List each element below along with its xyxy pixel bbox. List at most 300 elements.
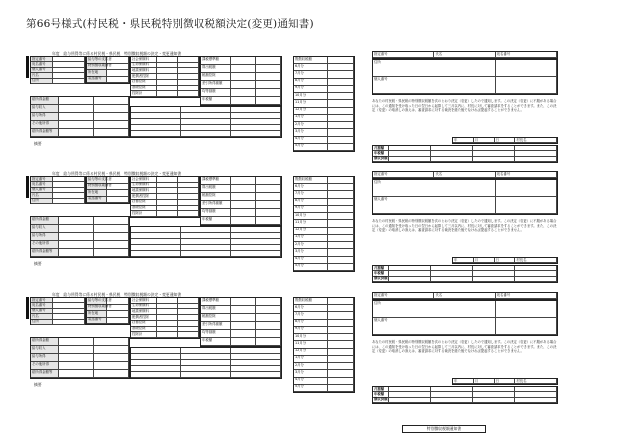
tax-grid-cell	[231, 306, 256, 314]
payer-grid-cell: 電話番号	[87, 77, 107, 84]
notice-paragraph: あなたの村民税・県民税の特別徴収税額を次のとおり決定（変更）したので通知します。この決定（変更）に不服がある場合には、この通知を受け取った日の翌日から起算して三月以内に、村長に対して審査請求をすることができます。また、この決定（変更）の取消しの訴えは、審査請求に対する裁決を経た後でなければ提起することができません。	[372, 219, 557, 233]
id-grid	[30, 56, 86, 84]
section-bar	[26, 56, 29, 78]
payer-grid	[86, 176, 130, 204]
detail-grid	[130, 106, 282, 138]
monthly-grid-cell	[328, 305, 354, 312]
detail-grid-cell	[181, 131, 231, 137]
tax-grid-cell	[256, 185, 281, 193]
id-grid-cell: 宛名番号	[31, 303, 53, 308]
id-grid-cell: 宛名番号	[31, 182, 53, 187]
tax-grid	[200, 297, 282, 347]
payer-grid-cell: 特別徴収義務者	[87, 184, 107, 191]
id-grid-cell: 指定番号	[31, 177, 53, 182]
monthly-grid-cell	[328, 199, 354, 206]
detail-grid	[130, 347, 282, 379]
monthly-grid-cell: 8月分	[294, 79, 328, 86]
monthly-grid-cell	[328, 378, 354, 385]
income-grid-cell: 総所得金額等	[31, 129, 59, 137]
deduction-grid-cell: 基礎控除	[131, 86, 157, 92]
tax-grid-cell	[231, 338, 256, 346]
monthly-grid-cell	[328, 64, 354, 71]
income-grid-cell: その他所得	[31, 241, 59, 249]
payer-grid-cell: 電話番号	[87, 318, 107, 325]
notice-sub-cell: 住所	[373, 301, 496, 318]
income-grid-cell	[59, 129, 94, 137]
notice-rows-cell: 徴収済額	[374, 276, 388, 281]
tax-grid-cell	[231, 201, 256, 209]
notice-sub-cell: 個人番号	[373, 77, 496, 94]
monthly-grid-cell	[328, 298, 354, 305]
section-bar	[26, 297, 29, 319]
notice-rows-cell	[515, 398, 557, 403]
tax-grid-cell: 年税額	[201, 97, 231, 105]
notice-sub-cell	[496, 197, 557, 214]
notice-rows-cell: 月割額	[373, 266, 389, 271]
income-grid-cell	[59, 105, 94, 113]
tax-grid-cell	[231, 97, 256, 105]
notice-date-cell: 日	[495, 138, 516, 143]
monthly-grid-cell: 11月分	[294, 100, 328, 107]
tax-grid-cell	[256, 193, 281, 201]
income-grid-cell	[59, 97, 94, 105]
notice-rows-cell: 年税額	[373, 151, 389, 156]
monthly-grid-cell: 1月分	[294, 356, 328, 363]
monthly-grid-cell: 3月分	[294, 249, 328, 256]
monthly-grid-cell: 8月分	[294, 199, 328, 206]
notice-sub-cell: 個人番号	[373, 197, 496, 214]
tax-grid-cell: 差引所得割額	[201, 81, 231, 89]
id-grid-cell	[53, 199, 85, 204]
payer-grid-cell: 給与等の支払者	[87, 57, 107, 64]
monthly-grid-cell	[328, 206, 354, 213]
monthly-grid-cell: 既徴収税額	[294, 57, 328, 64]
tax-grid-cell	[256, 81, 281, 89]
monthly-grid-cell	[328, 137, 354, 144]
notice-sub-cell: 住所	[373, 60, 496, 77]
notice-sub-cell	[496, 180, 557, 197]
section-bar	[26, 176, 29, 198]
notice-sub-cell	[496, 318, 557, 335]
payer-grid-cell: 所在地	[87, 70, 107, 77]
deduction-grid-cell	[178, 211, 199, 217]
notice-rows-cell	[389, 398, 431, 403]
tax-grid-cell	[231, 65, 256, 73]
notice-date-cell: 日	[495, 379, 516, 384]
monthly-grid-cell: 3月分	[294, 129, 328, 136]
detail-grid-cell	[231, 251, 281, 257]
notice-date-cell: 月	[474, 138, 495, 143]
income-grid-cell: その他所得	[31, 362, 59, 370]
deduction-grid-cell: 配偶者控除	[131, 74, 157, 80]
notice-date-cell: 村長名	[515, 379, 557, 384]
monthly-grid-cell	[328, 71, 354, 78]
tax-grid-cell: 税額控除	[201, 314, 231, 322]
tax-grid-cell	[231, 89, 256, 97]
payer-grid-cell	[107, 197, 129, 204]
id-grid-cell: 宛名番号	[31, 62, 53, 67]
monthly-grid-cell	[328, 312, 354, 319]
income-grid-cell	[94, 362, 129, 370]
deduction-grid-cell: 配偶者控除	[131, 315, 157, 321]
id-grid-cell: 指定番号	[31, 298, 53, 303]
income-grid-cell	[59, 338, 94, 346]
tax-grid-cell: 算出税額	[201, 185, 231, 193]
notice-rows-cell	[473, 398, 515, 403]
deduction-grid-cell	[178, 91, 199, 97]
monthly-grid-cell: 10月分	[294, 213, 328, 220]
notice-head-cell: 宛名番号	[496, 52, 557, 58]
income-grid-cell: 総所得金額等	[31, 249, 59, 257]
id-grid-cell	[53, 320, 85, 325]
id-grid-cell	[53, 79, 85, 84]
monthly-grid-cell: 9月分	[294, 327, 328, 334]
income-grid-cell	[94, 105, 129, 113]
monthly-grid-cell: 12月分	[294, 108, 328, 115]
notice-rows-cell	[473, 277, 515, 282]
notice-date-cell: 年	[453, 138, 474, 143]
monthly-grid-cell: 1月分	[294, 235, 328, 242]
income-grid-cell	[94, 370, 129, 378]
notice-date-cell: 年	[453, 379, 474, 384]
tax-grid-cell: 課税標準額	[201, 177, 231, 185]
income-grid-cell: 総所得金額	[31, 97, 59, 105]
tax-grid-cell	[256, 73, 281, 81]
monthly-grid-cell	[328, 79, 354, 86]
monthly-grid-cell: 既徴収税額	[294, 177, 328, 184]
notice-sub	[372, 300, 558, 336]
notice-rows-cell: 徴収済額	[374, 397, 388, 402]
tax-grid-cell	[231, 217, 256, 225]
monthly-grid	[293, 297, 355, 393]
detail-grid-cell	[181, 372, 231, 378]
notice-rows-cell: 月割額	[373, 146, 389, 151]
tax-grid-cell: 年税額	[201, 217, 231, 225]
notice-rows	[372, 145, 558, 163]
monthly-grid-cell: 4月分	[294, 378, 328, 385]
tax-grid-cell	[256, 177, 281, 185]
stamp-label: 摘要	[34, 141, 42, 146]
monthly-grid-cell: 5月分	[294, 264, 328, 271]
id-grid-cell: 住所	[31, 79, 53, 84]
tax-grid-cell	[256, 65, 281, 73]
deduction-grid-cell	[157, 332, 178, 338]
tax-grid-cell: 算出税額	[201, 306, 231, 314]
notice-head	[372, 292, 558, 300]
income-grid-cell	[59, 241, 94, 249]
monthly-grid-cell: 10月分	[294, 93, 328, 100]
monthly-grid-cell	[328, 191, 354, 198]
income-grid-cell	[59, 354, 94, 362]
notice-date-cell: 村長名	[515, 258, 557, 263]
monthly-grid-cell	[328, 320, 354, 327]
monthly-grid-cell: 2月分	[294, 242, 328, 249]
notice-rows-cell	[473, 157, 515, 162]
notice-head-cell: 指定番号	[373, 172, 434, 178]
detail-grid	[130, 226, 282, 258]
payer-grid	[86, 56, 130, 84]
stamp-label: 摘要	[34, 261, 42, 266]
notice-head-cell: 氏名	[434, 293, 495, 299]
monthly-grid-cell: 7月分	[294, 71, 328, 78]
deduction-grid-cell: 生命保険料	[131, 63, 157, 69]
income-grid-cell	[94, 97, 129, 105]
tax-grid-cell	[256, 306, 281, 314]
tax-grid-cell	[256, 322, 281, 330]
notice-date-cell: 年	[453, 258, 474, 263]
monthly-grid-cell: 11月分	[294, 220, 328, 227]
notice-paragraph: あなたの村民税・県民税の特別徴収税額を次のとおり決定（変更）したので通知します。この決定（変更）に不服がある場合には、この通知を受け取った日の翌日から起算して三月以内に、村長に対して審査請求をすることができます。また、この決定（変更）の取消しの訴えは、審査請求に対する裁決を経た後でなければ提起することができません。	[372, 99, 557, 113]
tax-grid-cell	[231, 177, 256, 185]
monthly-grid-cell	[328, 122, 354, 129]
notice-head-cell: 氏名	[434, 52, 495, 58]
notice-sub-cell: 個人番号	[373, 318, 496, 335]
income-grid-cell: 給与所得	[31, 113, 59, 121]
notice-sub	[372, 59, 558, 95]
notice-head	[372, 171, 558, 179]
id-grid-cell: 個人番号	[31, 309, 53, 314]
tax-grid-cell: 課税標準額	[201, 57, 231, 65]
section-header: 年度 給与所得等に係る村民税・県民税 特別徴収税額の決定・変更通知書	[52, 292, 182, 297]
monthly-grid-cell	[328, 129, 354, 136]
income-grid-cell: 給与収入	[31, 346, 59, 354]
monthly-grid-cell	[328, 86, 354, 93]
monthly-grid-cell: 5月分	[294, 385, 328, 392]
deduction-grid	[130, 56, 200, 98]
tax-grid-cell	[231, 73, 256, 81]
monthly-grid-cell	[328, 177, 354, 184]
notice-rows-cell	[515, 157, 557, 162]
income-grid-cell: 給与所得	[31, 233, 59, 241]
notice-rows	[372, 386, 558, 404]
id-grid	[30, 176, 86, 204]
income-grid-cell	[59, 113, 94, 121]
tax-grid-cell	[231, 314, 256, 322]
payer-grid	[86, 297, 130, 325]
monthly-grid-cell	[328, 249, 354, 256]
income-grid-cell	[59, 370, 94, 378]
notice-paragraph: あなたの村民税・県民税の特別徴収税額を次のとおり決定（変更）したので通知します。この決定（変更）に不服がある場合には、この通知を受け取った日の翌日から起算して三月以内に、村長に対して審査請求をすることができます。また、この決定（変更）の取消しの訴えは、審査請求に対する裁決を経た後でなければ提起することができません。	[372, 340, 557, 354]
monthly-grid-cell: 3月分	[294, 370, 328, 377]
deduction-grid-cell	[157, 91, 178, 97]
monthly-grid	[293, 56, 355, 152]
section-header: 年度 給与所得等に係る村民税・県民税 特別徴収税額の決定・変更通知書	[52, 171, 182, 176]
notice-head-cell: 指定番号	[373, 52, 434, 58]
deduction-grid-cell: 生命保険料	[131, 304, 157, 310]
tax-grid-cell	[231, 330, 256, 338]
tax-grid-cell	[256, 338, 281, 346]
deduction-grid-cell	[178, 332, 199, 338]
monthly-grid-cell	[328, 144, 354, 151]
income-grid-cell	[94, 346, 129, 354]
income-grid-cell	[94, 249, 129, 257]
monthly-grid-cell: 8月分	[294, 320, 328, 327]
income-grid	[30, 216, 130, 258]
notice-date-cell: 月	[474, 258, 495, 263]
monthly-grid-cell: 2月分	[294, 122, 328, 129]
income-grid-cell: 給与所得	[31, 354, 59, 362]
notice-sub-cell: 住所	[373, 180, 496, 197]
monthly-grid-cell	[328, 57, 354, 64]
monthly-grid-cell	[328, 385, 354, 392]
tax-grid-cell: 年税額	[201, 338, 231, 346]
monthly-grid-cell: 11月分	[294, 341, 328, 348]
tax-grid-cell	[256, 97, 281, 105]
monthly-grid-cell	[328, 228, 354, 235]
deduction-grid-cell: 控除計	[131, 91, 157, 97]
monthly-grid-cell: 9月分	[294, 86, 328, 93]
tax-grid-cell	[256, 209, 281, 217]
tax-grid-cell	[231, 57, 256, 65]
monthly-grid-cell: 6月分	[294, 305, 328, 312]
stamp-label: 摘要	[34, 382, 42, 387]
deduction-grid	[130, 297, 200, 339]
monthly-grid-cell: 12月分	[294, 349, 328, 356]
deduction-grid-cell: 地震保険料	[131, 68, 157, 74]
tax-grid-cell	[256, 298, 281, 306]
tax-grid-cell: 差引所得割額	[201, 201, 231, 209]
detail-grid-cell	[231, 131, 281, 137]
tax-grid-cell: 均等割額	[201, 89, 231, 97]
income-grid-cell	[59, 362, 94, 370]
income-grid-cell	[94, 113, 129, 121]
id-grid	[30, 297, 86, 325]
tax-grid	[200, 176, 282, 226]
monthly-grid-cell	[328, 356, 354, 363]
id-grid-cell: 個人番号	[31, 188, 53, 193]
monthly-grid-cell	[328, 220, 354, 227]
income-grid-cell: 給与収入	[31, 225, 59, 233]
detail-grid-cell	[181, 251, 231, 257]
id-grid-cell: 氏名	[31, 314, 53, 319]
deduction-grid-cell: 扶養控除	[131, 200, 157, 206]
income-grid-cell	[94, 338, 129, 346]
deduction-grid-cell: 配偶者控除	[131, 194, 157, 200]
monthly-grid-cell: 10月分	[294, 334, 328, 341]
tax-grid-cell	[256, 201, 281, 209]
deduction-grid-cell: 社会保険料	[131, 298, 157, 304]
tax-grid-cell: 算出税額	[201, 65, 231, 73]
tax-grid-cell	[231, 193, 256, 201]
monthly-grid-cell	[328, 327, 354, 334]
notice-sub-cell	[496, 77, 557, 94]
payer-grid-cell: 給与等の支払者	[87, 177, 107, 184]
notice-rows-cell: 月割額	[373, 387, 389, 392]
income-grid	[30, 96, 130, 138]
notice-date-cell: 日	[495, 258, 516, 263]
tax-grid-cell	[231, 81, 256, 89]
monthly-grid-cell	[328, 257, 354, 264]
deduction-grid	[130, 176, 200, 218]
tax-grid-cell	[231, 322, 256, 330]
income-grid	[30, 337, 130, 379]
monthly-grid-cell	[328, 363, 354, 370]
notice-rows-cell	[431, 157, 473, 162]
tax-grid	[200, 56, 282, 106]
monthly-grid-cell	[328, 213, 354, 220]
notice-rows	[372, 265, 558, 283]
monthly-grid-cell	[328, 370, 354, 377]
tax-grid-cell: 均等割額	[201, 330, 231, 338]
notice-head	[372, 51, 558, 59]
payer-grid-cell	[107, 318, 129, 325]
notice-rows-cell: 年税額	[373, 271, 389, 276]
income-grid-cell	[94, 354, 129, 362]
monthly-grid-cell: 既徴収税額	[294, 298, 328, 305]
notice-date	[452, 137, 558, 144]
income-grid-cell: その他所得	[31, 121, 59, 129]
deduction-grid-cell: 基礎控除	[131, 206, 157, 212]
tax-grid-cell	[256, 57, 281, 65]
monthly-grid-cell: 4月分	[294, 257, 328, 264]
tax-grid-cell: 税額控除	[201, 73, 231, 81]
monthly-grid-cell: 6月分	[294, 184, 328, 191]
payer-grid-cell: 特別徴収義務者	[87, 305, 107, 312]
income-grid-cell	[94, 241, 129, 249]
monthly-grid-cell	[328, 235, 354, 242]
monthly-grid-cell	[328, 108, 354, 115]
deduction-grid-cell: 扶養控除	[131, 321, 157, 327]
payer-grid-cell: 所在地	[87, 311, 107, 318]
monthly-grid-cell: 5月分	[294, 144, 328, 151]
monthly-grid-cell: 7月分	[294, 312, 328, 319]
monthly-grid-cell	[328, 93, 354, 100]
income-grid-cell	[94, 217, 129, 225]
monthly-grid-cell	[328, 334, 354, 341]
monthly-grid-cell: 4月分	[294, 137, 328, 144]
notice-date-cell: 村長名	[515, 138, 557, 143]
monthly-grid-cell	[328, 341, 354, 348]
notice-head-cell: 宛名番号	[496, 293, 557, 299]
footer-label: 特別徴収税額通知書	[402, 425, 486, 433]
notice-head-cell: 指定番号	[373, 293, 434, 299]
id-grid-cell: 住所	[31, 199, 53, 204]
notice-head-cell: 宛名番号	[496, 172, 557, 178]
notice-sub-cell	[496, 60, 557, 77]
income-grid-cell	[94, 121, 129, 129]
income-grid-cell	[94, 225, 129, 233]
monthly-grid-cell	[328, 242, 354, 249]
payer-grid-cell: 所在地	[87, 190, 107, 197]
notice-rows-cell: 徴収済額	[374, 156, 388, 161]
income-grid-cell	[59, 233, 94, 241]
payer-grid-cell: 給与等の支払者	[87, 298, 107, 305]
deduction-grid-cell: 基礎控除	[131, 327, 157, 333]
section-header: 年度 給与所得等に係る村民税・県民税 特別徴収税額の決定・変更通知書	[52, 51, 182, 56]
monthly-grid-cell	[328, 264, 354, 271]
monthly-grid	[293, 176, 355, 272]
detail-grid-cell	[131, 251, 181, 257]
monthly-grid-cell	[328, 100, 354, 107]
tax-grid-cell	[231, 185, 256, 193]
monthly-grid-cell: 7月分	[294, 191, 328, 198]
notice-date-cell: 月	[474, 379, 495, 384]
deduction-grid-cell: 生命保険料	[131, 183, 157, 189]
notice-rows-cell	[431, 398, 473, 403]
deduction-grid-cell	[157, 211, 178, 217]
income-grid-cell	[59, 225, 94, 233]
notice-rows-cell	[389, 277, 431, 282]
monthly-grid-cell	[328, 184, 354, 191]
tax-grid-cell	[256, 330, 281, 338]
notice-sub	[372, 179, 558, 215]
income-grid-cell: 総所得金額等	[31, 370, 59, 378]
monthly-grid-cell	[328, 349, 354, 356]
income-grid-cell: 総所得金額	[31, 338, 59, 346]
detail-grid-cell	[131, 131, 181, 137]
id-grid-cell: 氏名	[31, 73, 53, 78]
tax-grid-cell: 差引所得割額	[201, 322, 231, 330]
